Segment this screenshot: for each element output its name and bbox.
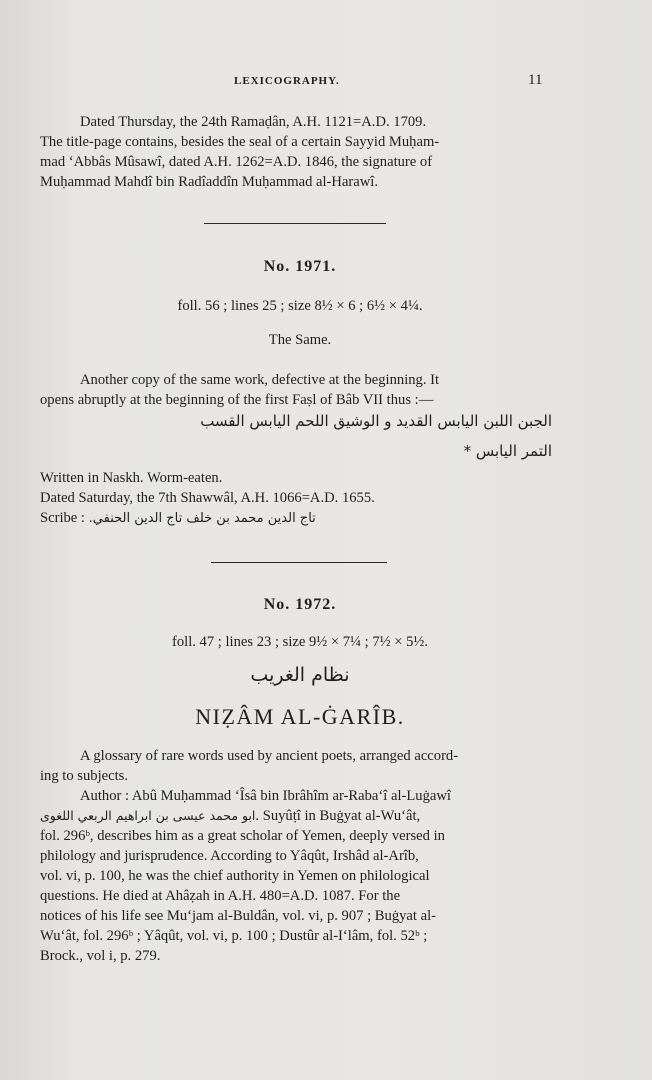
entry-description-1972	[40, 746, 560, 966]
author-line-rest: . Suyûṭî in Buġyat al-Wu‘ât,	[255, 808, 421, 824]
written-note: Written in Naskh. Worm-eaten.	[40, 470, 223, 486]
running-head	[0, 72, 652, 92]
description-line: ing to subjects.	[40, 768, 128, 784]
intro-line: Muḥammad Mahdî bin Radîaddîn Muḥammad al-Harawî.	[40, 174, 379, 190]
author-arabic-line	[40, 806, 560, 826]
work-title: NIẒÂM AL-ĠARÎB.	[195, 704, 405, 729]
description-line: Another copy of the same work, defective at the beginning. It	[80, 372, 440, 388]
description-line: vol. vi, p. 100, he was the chief authority in Yemen on philological	[40, 868, 430, 884]
entry-number-1971: No. 1971.	[263, 258, 337, 275]
section-divider	[204, 223, 386, 224]
entry-dimensions-1971: foll. 56 ; lines 25 ; size 8½ × 6 ; 6½ × 4¼.	[177, 298, 423, 314]
description-line: philology and jurisprudence. According to Yâqût, Irshâd al-Arîb,	[40, 848, 419, 864]
colophon-1971	[40, 468, 560, 529]
arabic-title: نظام الغريب	[250, 664, 350, 686]
intro-line: The title-page contains, besides the seal of a certain Sayyid Muḥam-	[40, 134, 440, 150]
intro-line: mad ‘Abbâs Mûsawî, dated A.H. 1262=A.D. 1846, the signature of	[40, 154, 433, 170]
entry-number-1972: No. 1972.	[263, 596, 337, 613]
author-line: Author : Abû Muḥammad ‘Îsâ bin Ibrâhîm ar-Raba‘î al-Luġawî	[80, 788, 451, 804]
description-line: Wu‘ât, fol. 296ᵇ ; Yâqût, vol. vi, p. 100 ; Dustûr al-I‘lâm, fol. 52ᵇ ;	[40, 928, 428, 944]
scribe-line	[40, 508, 560, 529]
arabic-line: الجبن اللبن اليابس القديد و الوشيق اللحم اليابس القسب	[200, 412, 552, 430]
scribe-label: Scribe :	[40, 510, 85, 526]
description-line: A glossary of rare words used by ancient poets, arranged accord-	[80, 748, 459, 764]
description-line: fol. 296ᵇ, describes him as a great scholar of Yemen, deeply versed in	[40, 828, 445, 844]
dated-note: Dated Saturday, the 7th Shawwâl, A.H. 1066=A.D. 1655.	[40, 490, 375, 506]
description-line: opens abruptly at the beginning of the first Faṣl of Bâb VII thus :—	[40, 392, 434, 408]
entry-description-1971	[40, 370, 560, 410]
entry-subtitle-1971: The Same.	[268, 332, 332, 348]
description-line: notices of his life see Mu‘jam al-Buldân, vol. vi, p. 907 ; Buġyat al-	[40, 908, 436, 924]
arabic-quotation	[40, 406, 552, 466]
scribe-arabic: تاج الدين محمد بن خلف تاج الدين الحنفي.	[88, 511, 316, 526]
intro-paragraph	[40, 112, 560, 192]
description-line: questions. He died at Ahâẓah in A.H. 480=A.D. 1087. For the	[40, 888, 401, 904]
page-number: 11	[528, 72, 543, 88]
section-divider	[211, 562, 387, 563]
intro-line: Dated Thursday, the 24th Ramaḍân, A.H. 1121=A.D. 1709.	[80, 114, 427, 130]
entry-dimensions-1972: foll. 47 ; lines 23 ; size 9½ × 7¼ ; 7½ × 5½.	[171, 634, 429, 650]
arabic-line: التمر اليابس *	[463, 442, 552, 460]
author-arabic-name: ابو محمد عيسى بن ابراهيم الربعي اللغوى	[40, 808, 256, 823]
running-head-title: LEXICOGRAPHY.	[234, 75, 340, 87]
description-line: Brock., vol i, p. 279.	[40, 948, 161, 964]
